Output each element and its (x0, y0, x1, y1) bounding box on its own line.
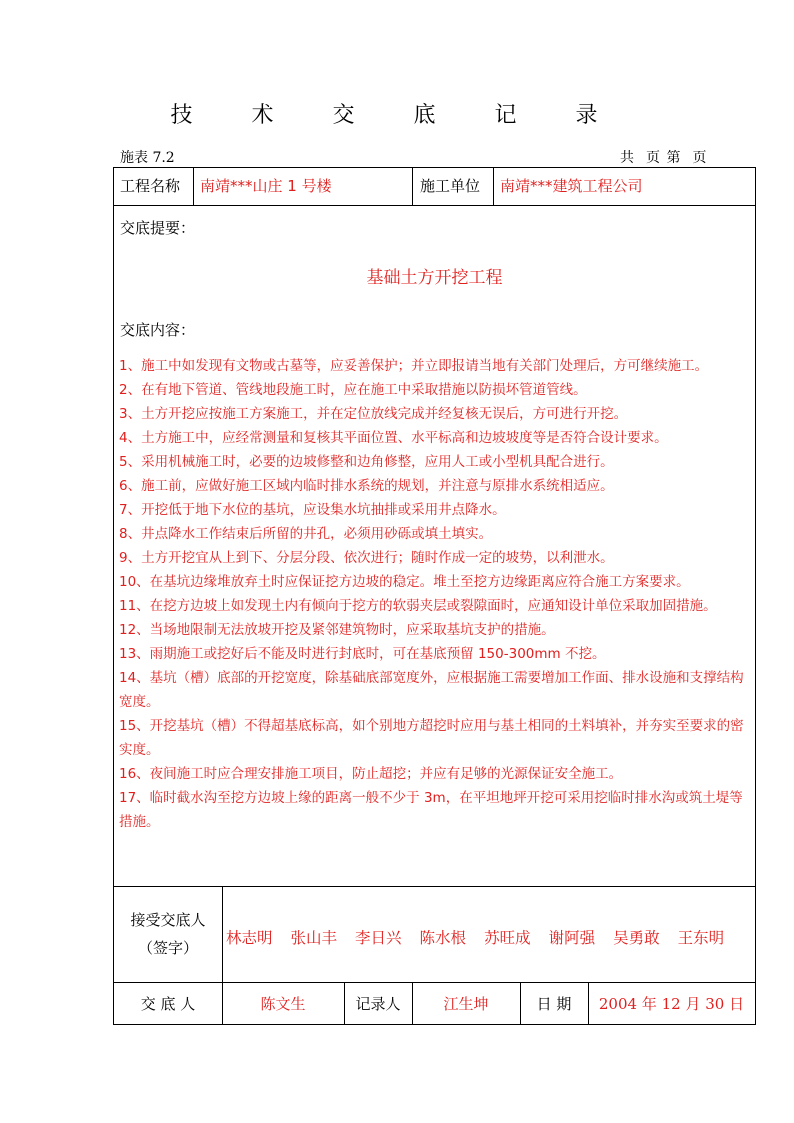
disclosure-item: 6、施工前，应做好施工区域内临时排水系统的规划，并注意与原排水系统相适应。 (119, 478, 614, 494)
receiver-name: 李日兴 (355, 929, 402, 947)
recorder-value: 江生坤 (443, 995, 489, 1013)
disclosure-items (119, 354, 751, 834)
disclosure-item: 10、在基坑边缘堆放弃土时应保证挖方边坡的稳定。堆土至挖方边缘距离应符合施工方案要求。 (119, 574, 690, 590)
receiver-name: 林志明 (226, 929, 273, 947)
disclosure-item: 14、基坑（槽）底部的开挖宽度，除基础底部宽度外，应根据施工需要增加工作面、排水设施和支撑结构宽度。 (119, 670, 744, 710)
receiver-name: 吴勇敢 (613, 929, 660, 947)
disclosure-item: 7、开挖低于地下水位的基坑，应设集水坑抽排或采用井点降水。 (119, 502, 506, 518)
project-name-value: 南靖***山庄 1 号楼 (200, 177, 332, 195)
recorder-label: 记录人 (355, 995, 401, 1013)
date-value: 2004 年 12 月 30 日 (598, 995, 745, 1013)
summary-label: 交底提要： (120, 219, 196, 237)
disclosure-item: 8、井点降水工作结束后所留的井孔，必须用砂砾或填土填实。 (119, 526, 493, 542)
disclosure-item: 5、采用机械施工时，必要的边坡修整和边角修整，应用人工或小型机具配合进行。 (119, 454, 614, 470)
receiver-name: 谢阿强 (548, 929, 596, 947)
receivers-label: 接受交底人 (130, 911, 206, 929)
construction-unit-label: 施工单位 (420, 177, 481, 195)
date-label: 日 期 (536, 995, 572, 1013)
project-name-label: 工程名称 (120, 177, 181, 195)
disclosure-item: 13、雨期施工或挖好后不能及时进行封底时，可在基底预留 150-300mm 不挖。 (119, 646, 606, 662)
form-code: 施表 7.2 (120, 150, 175, 166)
disclosure-item: 11、在挖方边坡上如发现土内有倾向于挖方的软弱夹层或裂隙面时，应通知设计单位采取加固措施。 (119, 598, 717, 614)
receiver-name: 苏旺成 (484, 929, 531, 947)
page-total-label: 共 (620, 150, 634, 166)
page-suffix-label: 页 (692, 150, 707, 166)
disclosure-item: 1、施工中如发现有文物或古墓等，应妥善保护；并立即报请当地有关部门处理后，方可继续施工。 (119, 358, 709, 374)
receiver-name: 王东明 (677, 929, 725, 947)
record-table (113, 167, 756, 1025)
receivers-sign-label: （签字） (137, 939, 198, 957)
page-info (620, 147, 718, 167)
disclosure-item: 2、在有地下管道、管线地段施工时，应在施工中采取措施以防损坏管道管线。 (119, 382, 587, 398)
disclosure-item: 17、临时截水沟至挖方边坡上缘的距离一般不少于 3m，在平坦地坪开挖可采用挖临时排水沟或筑土堤等措施。 (119, 790, 743, 830)
construction-unit-value: 南靖***建筑工程公司 (500, 177, 643, 195)
receiver-name: 张山丰 (290, 929, 338, 947)
disclosure-item: 16、夜间施工时应合理安排施工项目，防止超挖；并应有足够的光源保证安全施工。 (119, 766, 623, 782)
disclosure-item: 4、土方施工中，应经常测量和复核其平面位置、水平标高和边坡坡度等是否符合设计要求。 (119, 430, 668, 446)
receiver-name: 陈水根 (419, 929, 467, 947)
page-current-label: 页 第 (646, 150, 681, 166)
content-label: 交底内容： (120, 321, 196, 339)
summary-heading: 基础土方开挖工程 (366, 268, 503, 288)
disclosure-item: 9、土方开挖宜从上到下、分层分段、依次进行；随时作成一定的坡势，以利泄水。 (119, 550, 614, 566)
document-title: 技 术 交 底 记 录 (170, 103, 624, 128)
disclosure-item: 12、当场地限制无法放坡开挖及紧邻建筑物时，应采取基坑支护的措施。 (119, 622, 555, 638)
disclosure-item: 3、土方开挖应按施工方案施工，并在定位放线完成并经复核无误后，方可进行开挖。 (119, 406, 628, 422)
receivers-names (226, 926, 742, 948)
discloser-value: 陈文生 (260, 995, 306, 1013)
discloser-label: 交 底 人 (140, 995, 196, 1013)
disclosure-item: 15、开挖基坑（槽）不得超基底标高，如个别地方超挖时应用与基土相同的土料填补，并夯实至要求的密实度。 (119, 718, 744, 758)
